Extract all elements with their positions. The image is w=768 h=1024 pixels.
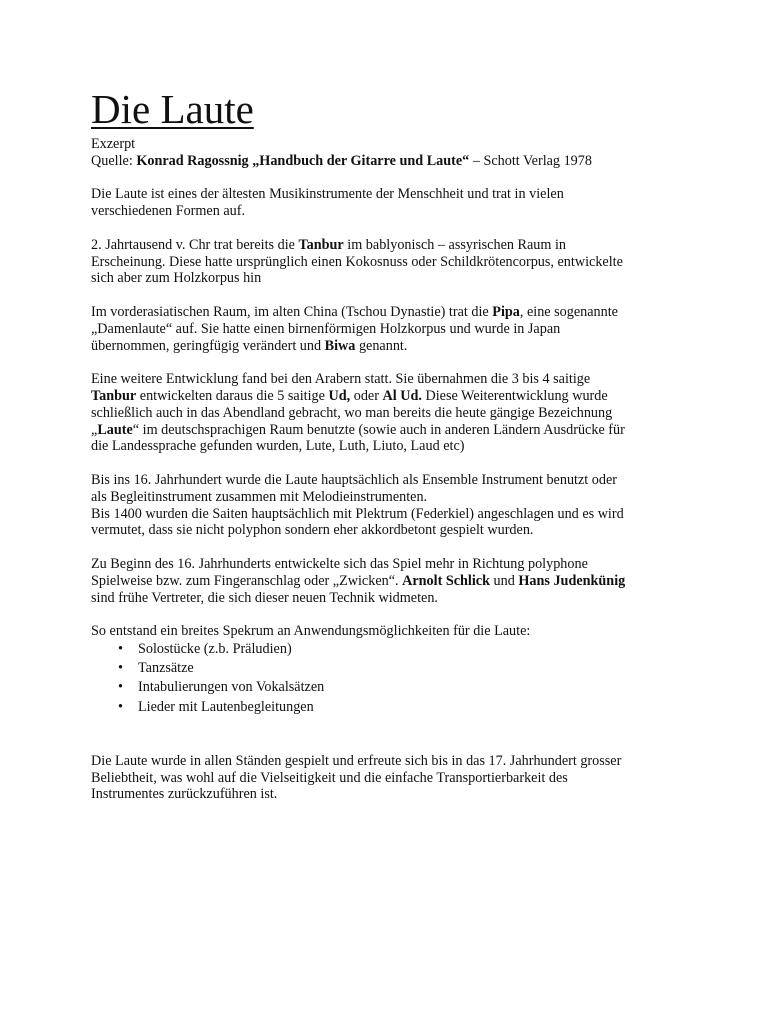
source-publisher: – Schott Verlag 1978 bbox=[472, 152, 592, 169]
paragraph-line: sind frühe Vertreter, die sich dieser neuen Technik widmeten. bbox=[91, 589, 438, 606]
text-run: Im vorderasiatischen Raum, im alten China (Tschou Dynastie) trat die bbox=[91, 303, 489, 320]
text-run: und bbox=[493, 572, 515, 589]
name-arnolt-schlick: Arnolt Schlick bbox=[402, 572, 490, 589]
source-line bbox=[91, 153, 691, 170]
list-item bbox=[91, 698, 691, 717]
subtitle-text: Exzerpt bbox=[91, 136, 136, 152]
bullet-icon: • bbox=[118, 660, 123, 677]
term-ud: Ud, bbox=[328, 387, 351, 404]
text-run: entwickelten daraus die 5 saitige bbox=[139, 387, 325, 404]
paragraph-line: Die Laute ist eines der ältesten Musikinstrumente der Menschheit und trat in vielen bbox=[91, 186, 564, 203]
source-work: Konrad Ragossnig „Handbuch der Gitarre und Laute“ bbox=[136, 152, 470, 169]
list-item-text: Lieder mit Lautenbegleitungen bbox=[138, 698, 314, 715]
name-hans-judenkuenig: Hans Judenkünig bbox=[518, 572, 626, 589]
paragraph-line: „Damenlaute“ auf. Sie hatte einen birnenförmigen Holzkorpus und wurde in Japan bbox=[91, 320, 561, 337]
paragraph-line: Beliebtheit, was wohl auf die Vielseitigkeit und die einfache Transportierbarkeit des bbox=[91, 769, 568, 786]
paragraph-line: als Begleitinstrument zusammen mit Melodieinstrumenten. bbox=[91, 488, 428, 505]
text-run: Diese Weiterentwicklung wurde bbox=[425, 387, 608, 404]
paragraph-line: Bis ins 16. Jahrhundert wurde die Laute hauptsächlich als Ensemble Instrument benutzt oder bbox=[91, 471, 617, 488]
paragraph-line: verschiedenen Formen auf. bbox=[91, 203, 246, 220]
paragraph-line: schließlich auch in das Abendland gebracht, wo man bereits die heute gängige Bezeichnung bbox=[91, 404, 613, 421]
paragraph-line bbox=[91, 422, 691, 439]
page-title: Die Laute bbox=[91, 86, 254, 132]
paragraph-line: So entstand ein breites Spekrum an Anwendungsmöglichkeiten für die Laute: bbox=[91, 623, 531, 640]
bullet-icon: • bbox=[118, 698, 123, 715]
term-laute: Laute bbox=[97, 421, 133, 438]
list-item-text: Intabulierungen von Vokalsätzen bbox=[138, 679, 325, 696]
text-run: “ im deutschsprachigen Raum benutzte (sowie auch in anderen Ländern Ausdrücke für bbox=[132, 421, 625, 438]
paragraph-line bbox=[91, 338, 691, 355]
paragraph-polyphonic bbox=[91, 556, 691, 606]
paragraph-line: sich aber zum Holzkorpus hin bbox=[91, 270, 262, 287]
bullet-icon: • bbox=[118, 640, 123, 657]
paragraph-line: Eine weitere Entwicklung fand bei den Arabern statt. Sie übernahmen die 3 bis 4 saitige bbox=[91, 371, 591, 388]
term-tanbur: Tanbur bbox=[91, 387, 137, 404]
paragraph-line: Die Laute wurde in allen Ständen gespielt und erfreute sich bis in das 17. Jahrhundert grosser bbox=[91, 752, 622, 769]
source-line-text bbox=[91, 153, 691, 170]
paragraph-line: Erscheinung. Diese hatte ursprünglich einen Kokosnuss oder Schildkrötencorpus, entwickelte bbox=[91, 253, 623, 270]
paragraph-ensemble bbox=[91, 472, 691, 539]
paragraph-applications bbox=[91, 623, 691, 717]
text-run: „ bbox=[91, 421, 98, 438]
bullet-list bbox=[91, 640, 691, 717]
text-run: im bablyonisch – assyrischen Raum in bbox=[347, 236, 566, 253]
bullet-icon: • bbox=[118, 679, 123, 696]
paragraph-line bbox=[91, 304, 691, 321]
list-item bbox=[91, 659, 691, 678]
paragraph-line: Bis 1400 wurden die Saiten hauptsächlich mit Plektrum (Federkiel) angeschlagen und es wird bbox=[91, 505, 624, 522]
term-tanbur: Tanbur bbox=[298, 236, 344, 253]
paragraph-line bbox=[91, 573, 691, 590]
source-label: Quelle: bbox=[91, 152, 133, 169]
term-biwa: Biwa bbox=[324, 337, 356, 354]
text-run: Spielweise bzw. zum Fingeranschlag oder „Zwicken“. bbox=[91, 572, 399, 589]
paragraph-line bbox=[91, 388, 691, 405]
paragraph-arab bbox=[91, 371, 691, 455]
paragraph-line: die Landessprache gefunden wurden, Lute, Luth, Liuto, Laud etc) bbox=[91, 438, 465, 455]
paragraph-intro bbox=[91, 186, 691, 220]
text-run: , eine sogenannte bbox=[519, 303, 618, 320]
list-item-text: Tanzsätze bbox=[138, 660, 194, 677]
paragraph-line: vermutet, dass sie nicht polyphon sondern eher akkordbetont gespielt wurden. bbox=[91, 522, 534, 539]
paragraph-line bbox=[91, 237, 691, 254]
paragraph-tanbur bbox=[91, 237, 691, 287]
document-page bbox=[91, 86, 691, 820]
paragraph-line: Instrumentes zurückzuführen ist. bbox=[91, 786, 278, 803]
text-run: 2. Jahrtausend v. Chr trat bereits die bbox=[91, 236, 295, 253]
text-run: genannt. bbox=[358, 337, 408, 354]
term-al-ud: Al Ud. bbox=[382, 387, 422, 404]
term-pipa: Pipa bbox=[492, 303, 520, 320]
list-item bbox=[91, 640, 691, 659]
paragraph-conclusion bbox=[91, 753, 691, 803]
list-item-text: Solostücke (z.b. Präludien) bbox=[138, 640, 292, 657]
paragraph-pipa bbox=[91, 304, 691, 354]
text-run: oder bbox=[353, 387, 379, 404]
list-item bbox=[91, 678, 691, 697]
paragraph-line: Zu Beginn des 16. Jahrhunderts entwickelte sich das Spiel mehr in Richtung polyphone bbox=[91, 555, 588, 572]
text-run: übernommen, geringfügig verändert und bbox=[91, 337, 322, 354]
document-subtitle bbox=[91, 136, 691, 153]
